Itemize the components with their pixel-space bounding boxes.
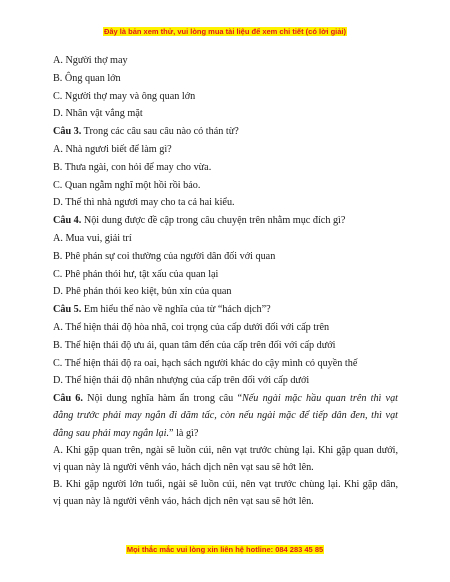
question-6-label: Câu 6. [53, 393, 83, 405]
question-4-label: Câu 4. [53, 215, 82, 227]
prev-option-a: A. Người thợ may [53, 55, 128, 66]
question-6-row-2 [53, 407, 398, 424]
hotline-banner [0, 545, 450, 554]
question-6 [53, 390, 398, 442]
question-4-text: Nội dung được đề cập trong câu chuyện trên nhằm mục đích gì? [81, 215, 346, 227]
q6-option-a [53, 442, 398, 476]
q5-option-b: B. Thể hiện thái độ ưu ái, quan tâm đến của cấp trên đối với cấp dưới [53, 339, 336, 351]
q4-option-d: D. Phê phán thói keo kiệt, bủn xỉn của quan [53, 286, 232, 298]
q6-option-a-row-2: vị quan này là người vênh váo, hách dịch nên vạt sau sẽ hớt lên. [53, 461, 314, 473]
q6-option-b-row-2: vị quan này là người vênh váo, hách dịch nên vạt sau sẽ hớt lên. [53, 496, 314, 508]
question-6-quote-3: đằng sau phải may ngắn lại. [53, 427, 170, 439]
question-6-row-1 [53, 390, 398, 407]
q4-option-c: C. Phê phán thói hư, tật xấu của quan lại [53, 268, 219, 280]
question-6-quote-2: đằng trước phải may ngắn đi dăm tấc, còn nếu ngài mặc để tiếp dân đen, thì vạt [53, 410, 398, 422]
prev-option-b: B. Ông quan lớn [53, 72, 121, 84]
question-6-quote-1: Nếu ngài mặc hầu quan trên thì vạt [241, 393, 398, 405]
document-body [53, 52, 398, 511]
question-3 [53, 123, 398, 141]
prev-option-c: C. Người thợ may và ông quan lớn [53, 90, 196, 102]
question-5 [53, 301, 398, 319]
q3-option-b: B. Thưa ngài, con hỏi để may cho vừa. [53, 161, 212, 173]
question-6-row-3 [53, 425, 398, 442]
question-5-text: Em hiểu thế nào về nghĩa của từ “hách dịch”? [81, 304, 271, 316]
question-6-text-post: ” là gì? [169, 427, 199, 439]
q6-option-a-row-1: A. Khi gặp quan trên, ngài sẽ luồn cúi, nên vạt trước chùng lại. Khi gặp quan dưới, [53, 444, 398, 456]
preview-notice-banner [0, 27, 450, 36]
q4-option-b: B. Phê phán sự coi thường của người dân đối với quan [53, 250, 276, 262]
q3-option-c: C. Quan ngẫm nghĩ một hồi rồi bảo. [53, 179, 201, 191]
question-3-label: Câu 3. [53, 126, 82, 138]
q3-option-a: A. Nhà ngươi biết để làm gì? [53, 143, 172, 155]
question-5-label: Câu 5. [53, 304, 82, 316]
preview-notice-text: Đây là bản xem thử, vui lòng mua tài liệu để xem chi tiết (có lời giải) [103, 27, 347, 36]
q3-option-d: D. Thế thì nhà ngươi may cho ta cả hai kiểu. [53, 197, 235, 209]
question-6-text-pre: Nội dung nghĩa hàm ẩn trong câu “ [82, 393, 242, 405]
q5-option-c: C. Thể hiện thái độ ra oai, hạch sách người khác do cậy mình có quyền thế [53, 357, 358, 369]
q6-option-b-row-1: B. Khi gặp người lớn tuổi, ngài sẽ luồn cúi, nên vạt trước chùng lại. Khi gặp dân, [53, 479, 398, 491]
q4-option-a: A. Mua vui, giải trí [53, 232, 132, 244]
q6-option-b [53, 476, 398, 510]
prev-option-d: D. Nhân vật vắng mặt [53, 108, 143, 120]
question-3-text: Trong các câu sau câu nào có thán từ? [81, 126, 239, 138]
q5-option-a: A. Thể hiện thái độ hòa nhã, coi trọng của cấp dưới đối với cấp trên [53, 321, 330, 333]
hotline-text: Mọi thắc mắc vui lòng xin liên hệ hotline: 084 283 45 85 [126, 545, 324, 554]
question-4 [53, 212, 398, 230]
q5-option-d: D. Thể hiện thái độ nhân nhượng của cấp trên đối với cấp dưới [53, 375, 310, 387]
